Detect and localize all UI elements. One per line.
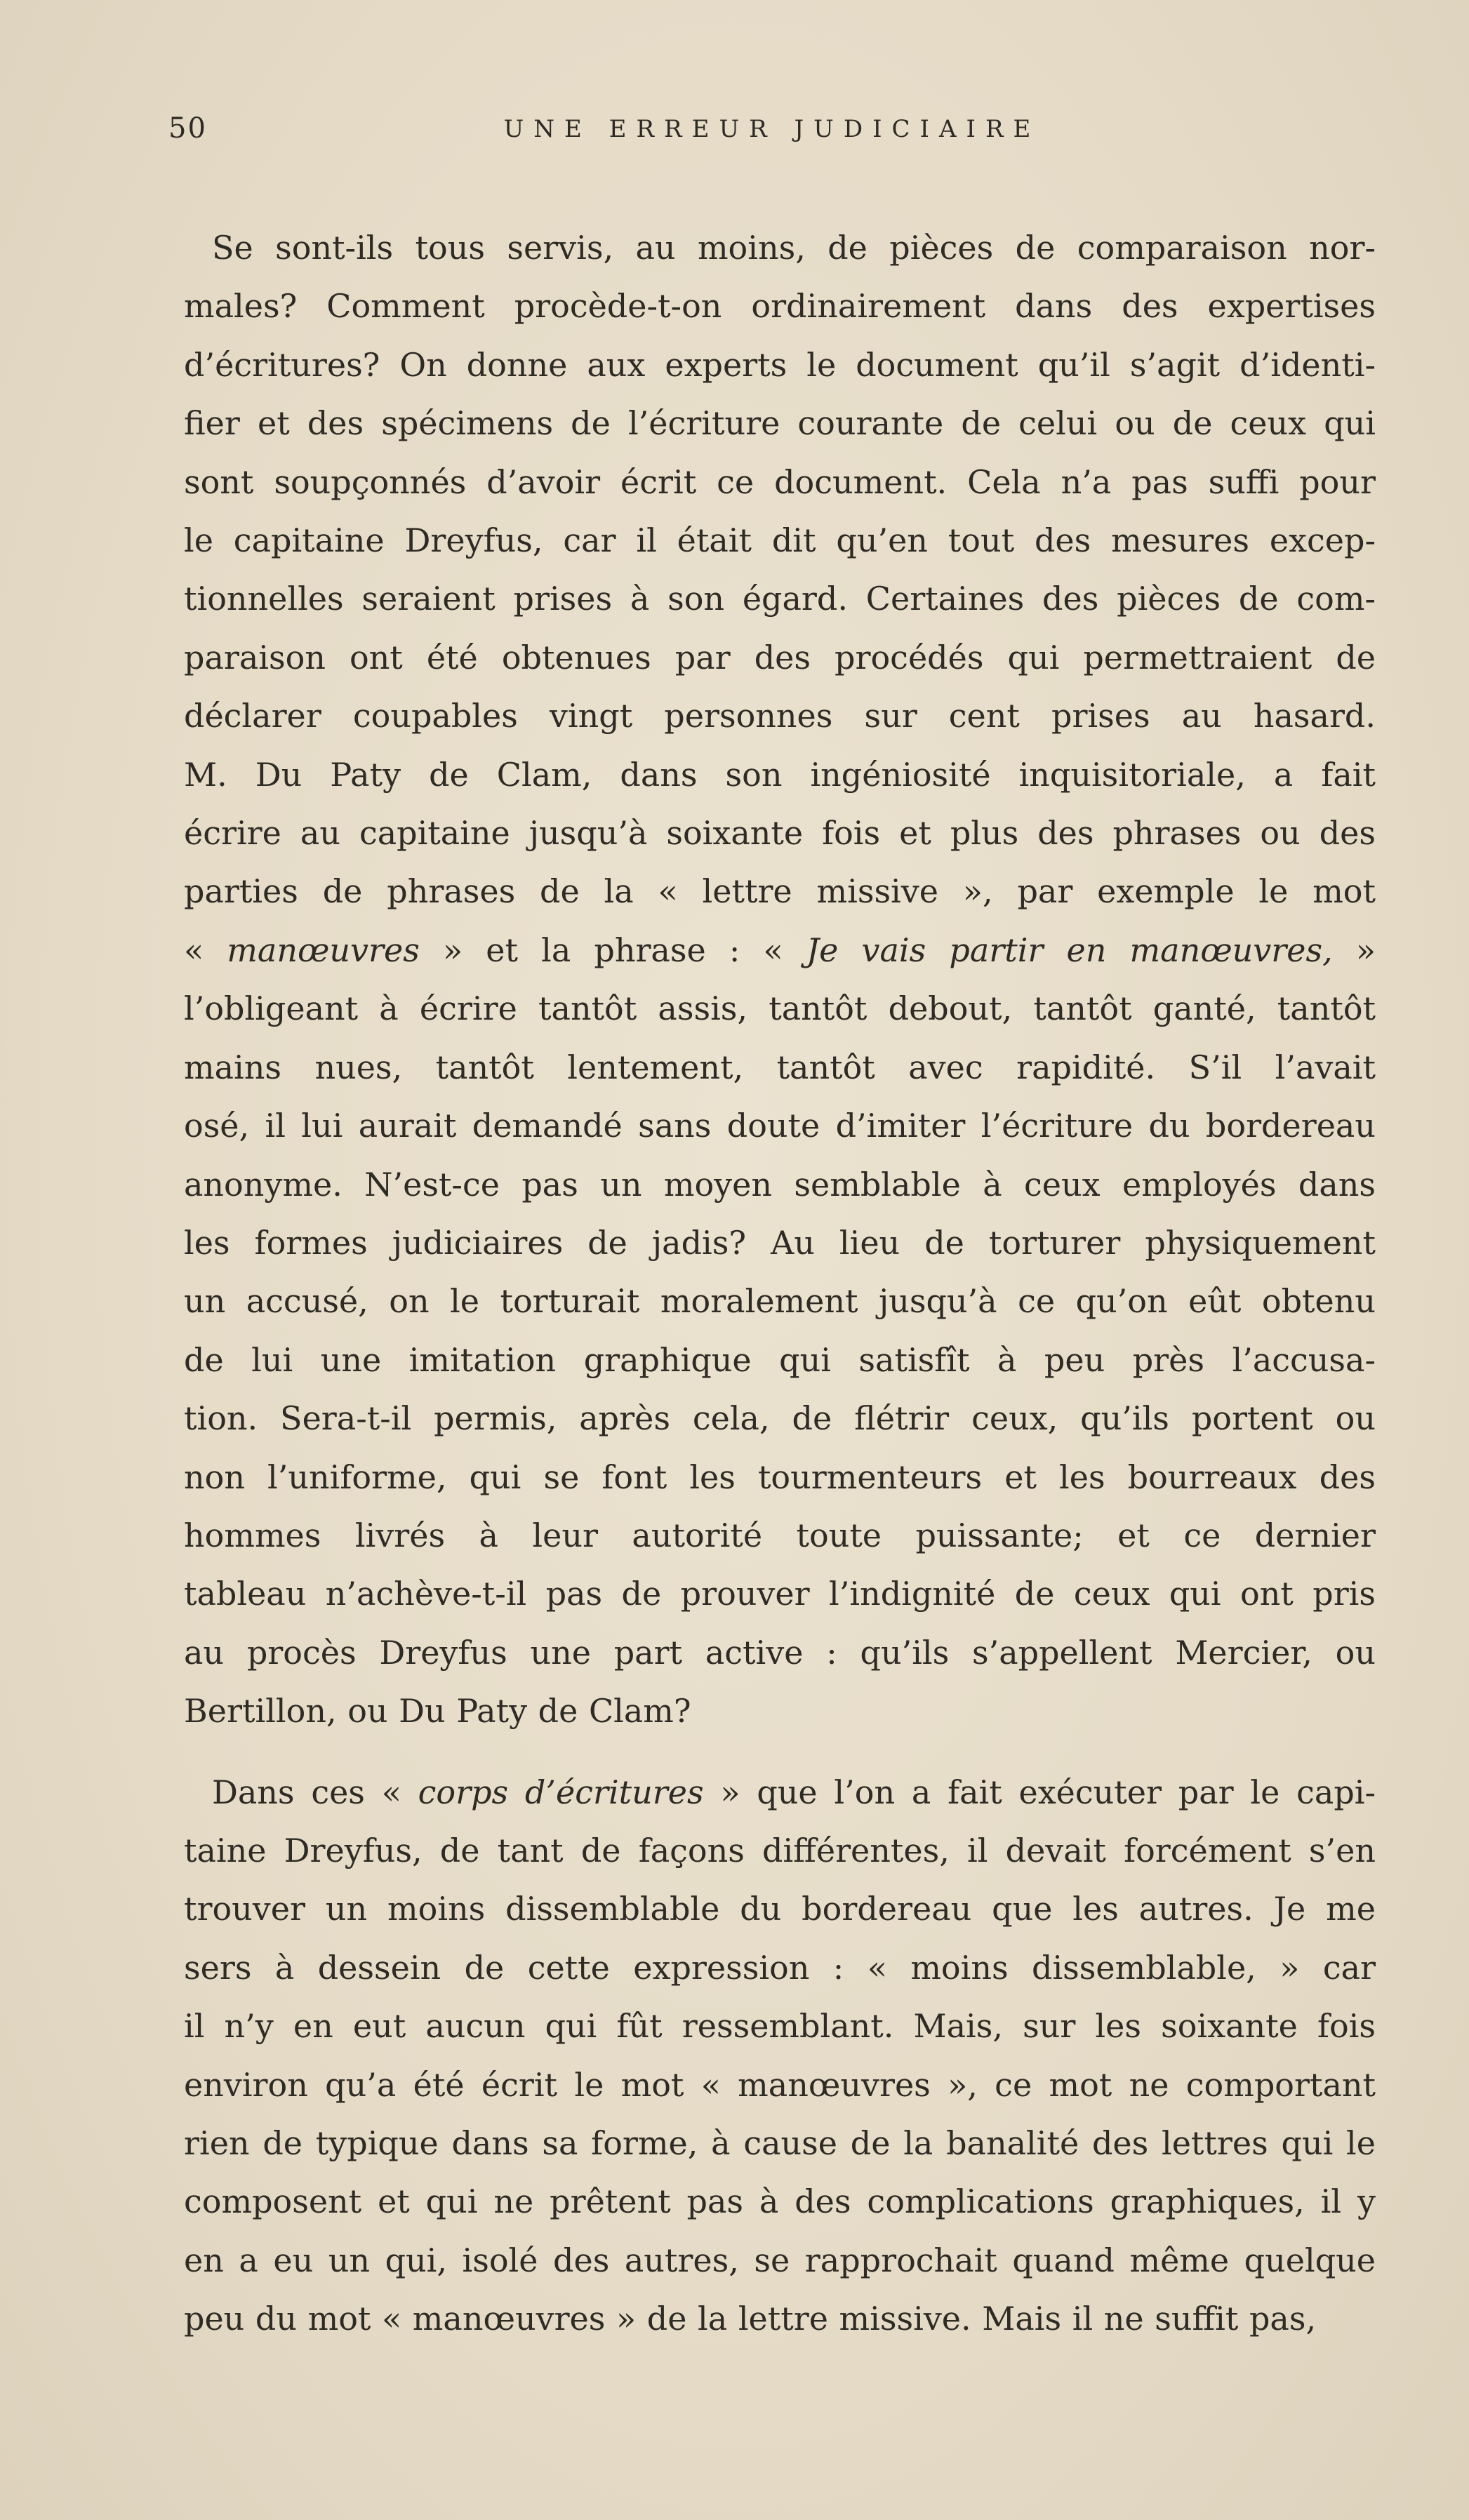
- text-line: rien de typique dans sa forme, à cause de la banalité des lettres qui le: [184, 2124, 1376, 2162]
- text-line: il n’y en eut aucun qui fût ressemblant. Mais, sur les soixante fois: [184, 2007, 1376, 2046]
- running-title: UNE ERREUR JUDICIAIRE: [503, 115, 1041, 143]
- text-line: au procès Dreyfus une part active : qu’ils s’appellent Mercier, ou: [184, 1633, 1376, 1672]
- text-line: fier et des spécimens de l’écriture courante de celui ou de ceux qui: [184, 404, 1376, 443]
- paragraph-2: [184, 1764, 1376, 2349]
- text-line: osé, il lui aurait demandé sans doute d’imiter l’écriture du bordereau: [184, 1107, 1376, 1145]
- text-line: Se sont-ils tous servis, au moins, de pièces de comparaison nor-: [212, 229, 1376, 267]
- italic-text: Je vais partir en manœuvres,: [806, 931, 1333, 969]
- text-line: tionnelles seraient prises à son égard. Certaines des pièces de com-: [184, 580, 1376, 618]
- text-line: en a eu un qui, isolé des autres, se rapprochait quand même quelque: [184, 2241, 1376, 2279]
- text-line: « manœuvres » et la phrase : « Je vais partir en manœuvres, »: [184, 931, 1376, 969]
- text-line: écrire au capitaine jusqu’à soixante fois et plus des phrases ou des: [184, 814, 1376, 853]
- paragraph-1: [184, 219, 1376, 1741]
- text-line: tableau n’achève-t-il pas de prouver l’indignité de ceux qui ont pris: [184, 1575, 1376, 1613]
- text-line: sers à dessein de cette expression : « moins dissemblable, » car: [184, 1948, 1376, 1987]
- text-line: tion. Sera-t-il permis, après cela, de flétrir ceux, qu’ils portent ou: [184, 1399, 1376, 1438]
- italic-text: corps d’écritures: [418, 1773, 704, 1811]
- text-line: M. Du Paty de Clam, dans son ingéniosité inquisitoriale, a fait: [184, 755, 1376, 794]
- text-line: Dans ces « corps d’écritures » que l’on a fait exécuter par le capi-: [212, 1773, 1376, 1811]
- text-line: d’écritures? On donne aux experts le document qu’il s’agit d’identi-: [184, 345, 1376, 384]
- text-line: les formes judiciaires de jadis? Au lieu de torturer physiquement: [184, 1223, 1376, 1262]
- text-line: environ qu’a été écrit le mot « manœuvres », ce mot ne comportant: [184, 2065, 1376, 2104]
- text-line: parties de phrases de la « lettre missive », par exemple le mot: [184, 872, 1376, 911]
- text-line: déclarer coupables vingt personnes sur cent prises au hasard.: [184, 697, 1376, 735]
- text-line: peu du mot « manœuvres » de la lettre missive. Mais il ne suffit pas,: [184, 2300, 1317, 2338]
- text-line: taine Dreyfus, de tant de façons différentes, il devait forcément s’en: [184, 1831, 1376, 1869]
- text-line: trouver un moins dissemblable du bordereau que les autres. Je me: [184, 1890, 1376, 1928]
- text-line: Bertillon, ou Du Paty de Clam?: [184, 1692, 691, 1731]
- text-line: l’obligeant à écrire tantôt assis, tantôt debout, tantôt ganté, tantôt: [184, 989, 1376, 1028]
- text-line: mains nues, tantôt lentement, tantôt avec rapidité. S’il l’avait: [184, 1048, 1376, 1086]
- text-line: un accusé, on le torturait moralement jusqu’à ce qu’on eût obtenu: [184, 1282, 1376, 1321]
- text-line: de lui une imitation graphique qui satisfît à peu près l’accusa-: [184, 1340, 1376, 1379]
- italic-text: manœuvres: [227, 931, 420, 969]
- text-line: non l’uniforme, qui se font les tourmenteurs et les bourreaux des: [184, 1458, 1376, 1496]
- text-line: paraison ont été obtenues par des procédés qui permettraient de: [184, 638, 1376, 676]
- text-line: composent et qui ne prêtent pas à des complications graphiques, il y: [184, 2182, 1376, 2221]
- text-line: hommes livrés à leur autorité toute puissante; et ce dernier: [184, 1516, 1376, 1554]
- text-line: anonyme. N’est-ce pas un moyen semblable à ceux employés dans: [184, 1165, 1376, 1204]
- text-line: sont soupçonnés d’avoir écrit ce document. Cela n’a pas suffi pour: [184, 462, 1376, 501]
- text-line: males? Comment procède-t-on ordinairement dans des expertises: [184, 287, 1376, 326]
- page-number: 50: [168, 112, 207, 145]
- running-head: [168, 112, 1376, 154]
- text-line: le capitaine Dreyfus, car il était dit qu’en tout des mesures excep-: [184, 521, 1376, 560]
- body-text: [184, 219, 1376, 2349]
